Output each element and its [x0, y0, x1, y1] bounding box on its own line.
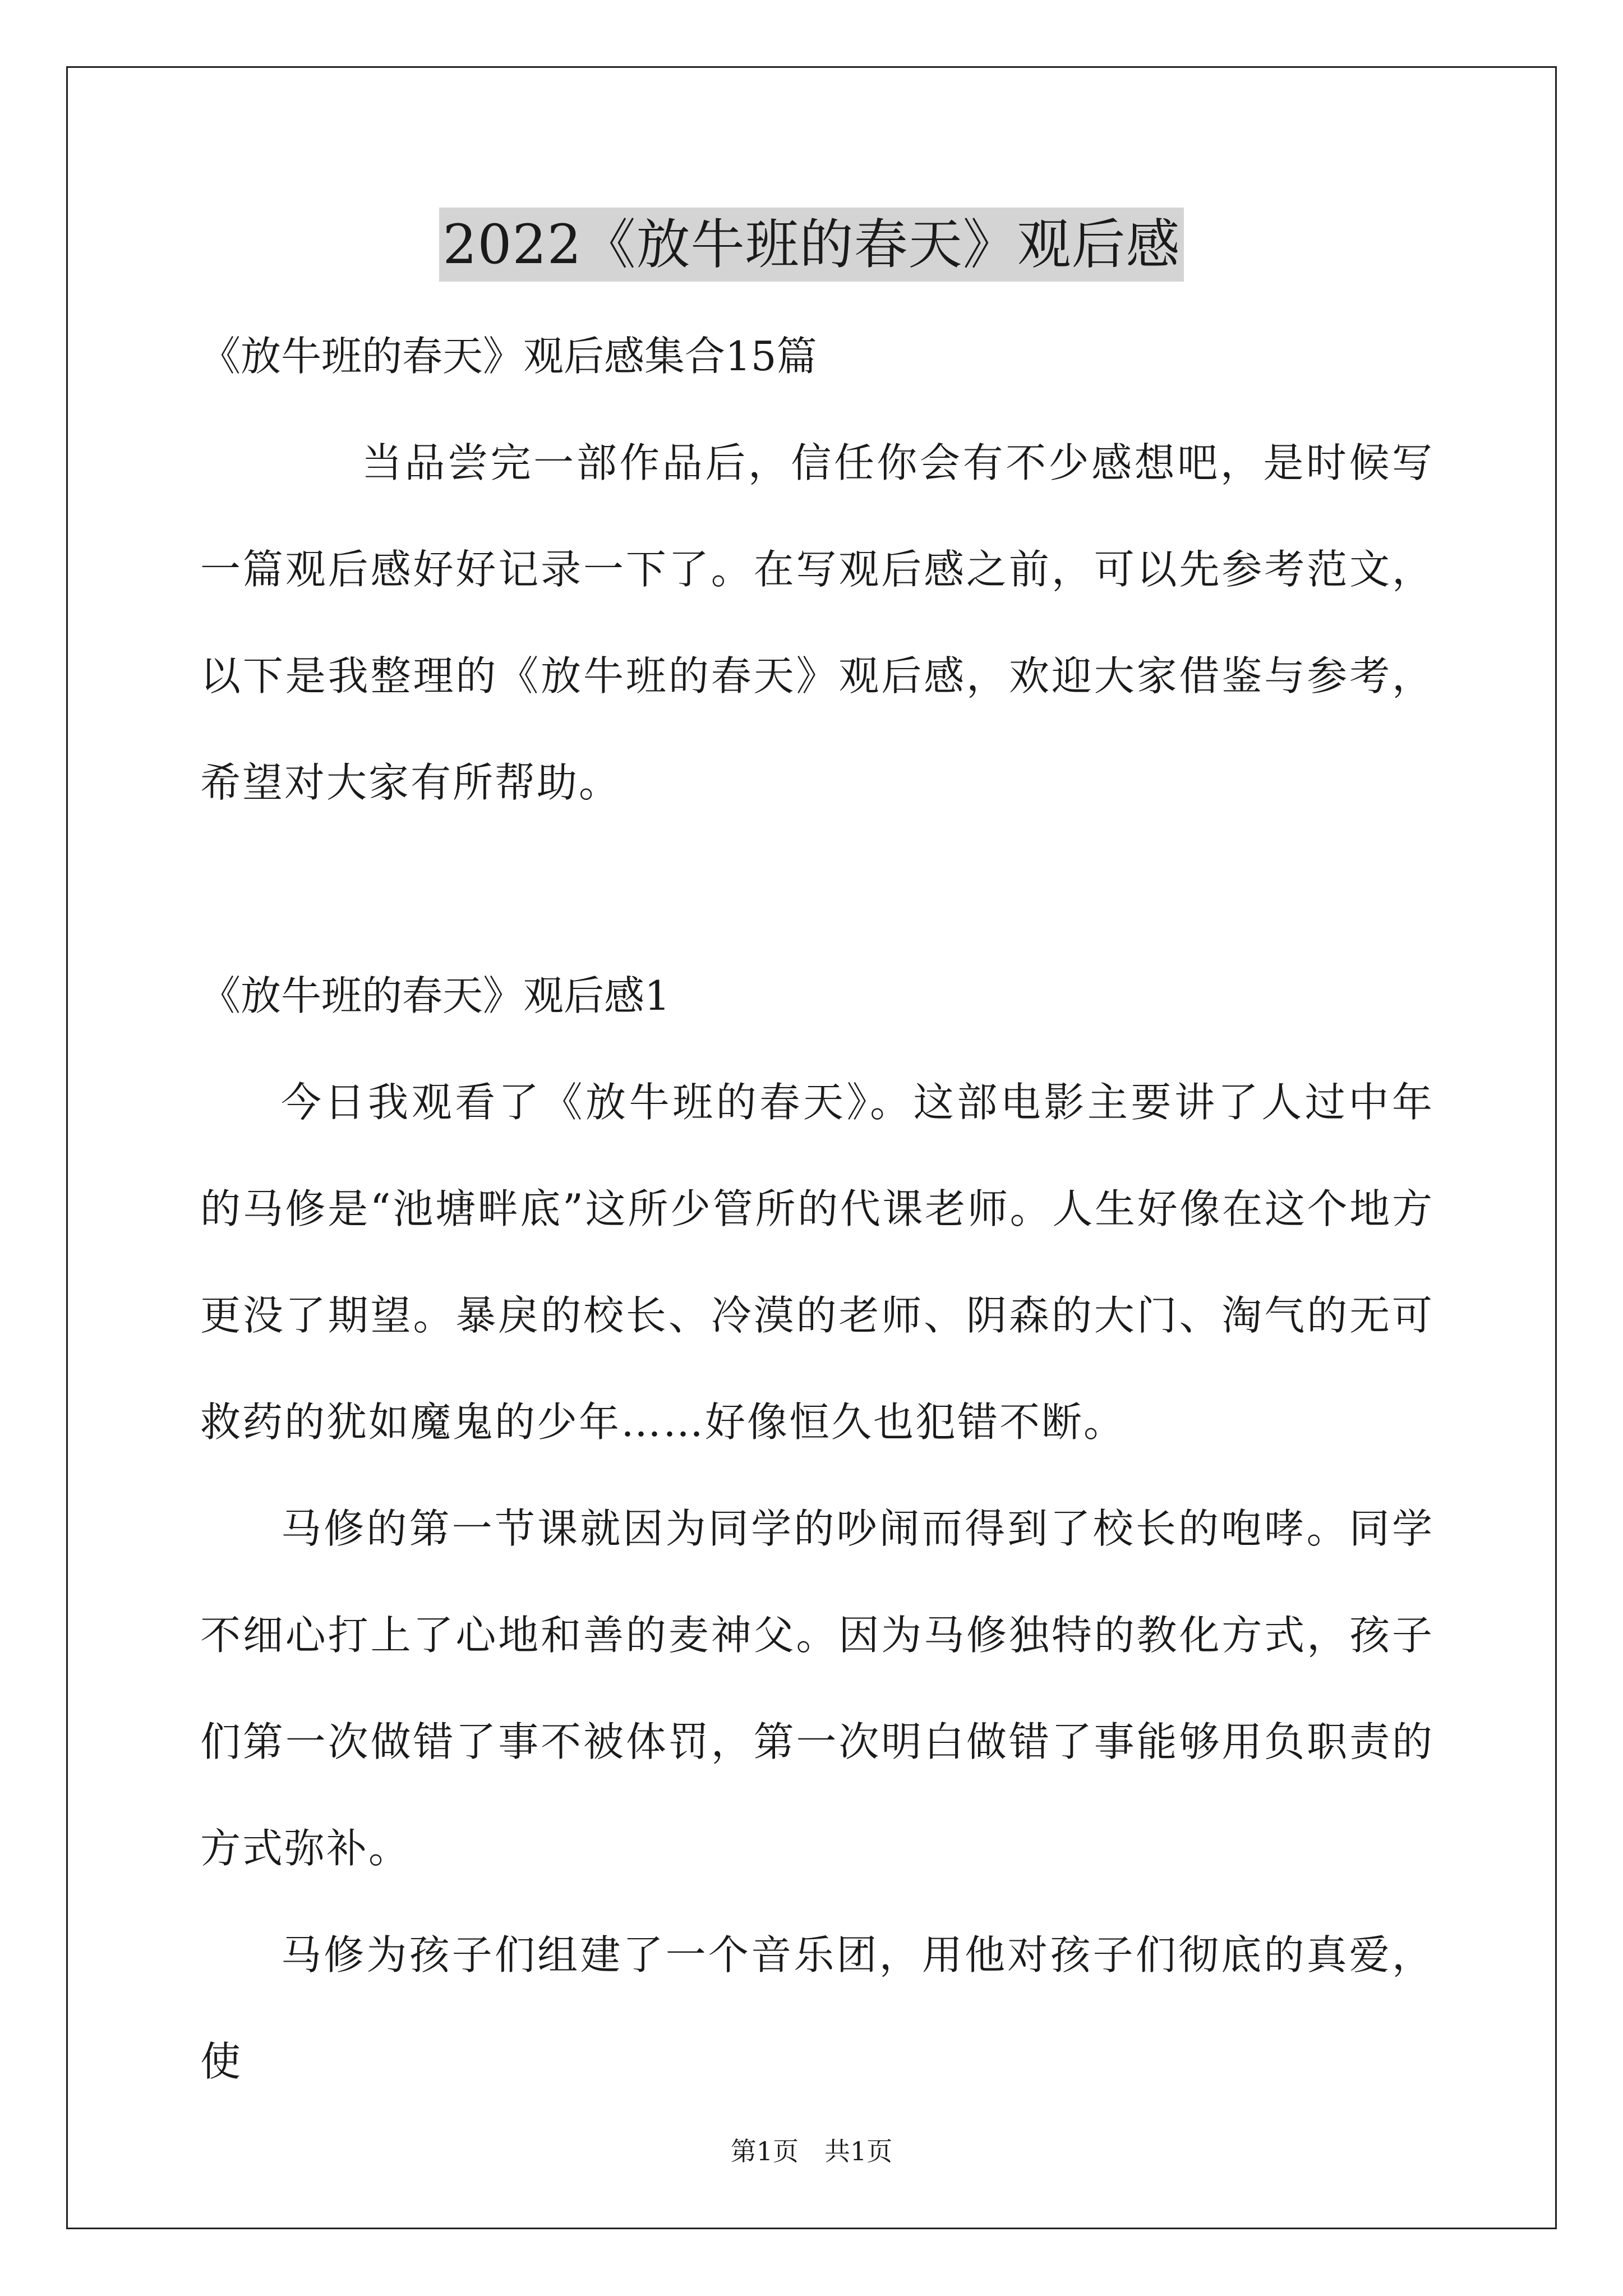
page-footer [0, 2134, 1623, 2168]
section-spacer [200, 836, 1434, 942]
intro-paragraph: 当品尝完一部作品后，信任你会有不少感想吧，是时候写一篇观后感好好记录一下了。在写观后感之前，可以先参考范文，以下是我整理的《放牛班的春天》观后感，欢迎大家借鉴与参考，希望对大家有所帮助。 [200, 439, 1434, 806]
page-total: 共1页 [824, 2136, 893, 2166]
section-heading: 《放牛班的春天》观后感1 [200, 972, 670, 1019]
title-container [0, 208, 1623, 282]
body-paragraph: 马修为孩子们组建了一个音乐团，用他对孩子们彻底的真爱，使 [200, 1931, 1434, 2085]
collection-subtitle: 《放牛班的春天》观后感集合15篇 [200, 333, 817, 380]
body-paragraph: 今日我观看了《放牛班的春天》。这部电影主要讲了人过中年的马修是“池塘畔底”这所少管所的代课老师。人生好像在这个地方更没了期望。暴戾的校长、冷漠的老师、阴森的大门、淘气的无可救药的犹如魔鬼的少年……好像恒久也犯错不断。 [200, 1079, 1434, 1446]
document-title: 2022《放牛班的春天》观后感 [439, 208, 1183, 282]
page-number: 第1页 [730, 2136, 799, 2166]
document-body [200, 303, 1434, 2115]
body-paragraph: 马修的第一节课就因为同学的吵闹而得到了校长的咆哮。同学不细心打上了心地和善的麦神父。因为马修独特的教化方式，孩子们第一次做错了事不被体罚，第一次明白做错了事能够用负职责的方式弥补。 [200, 1505, 1434, 1872]
